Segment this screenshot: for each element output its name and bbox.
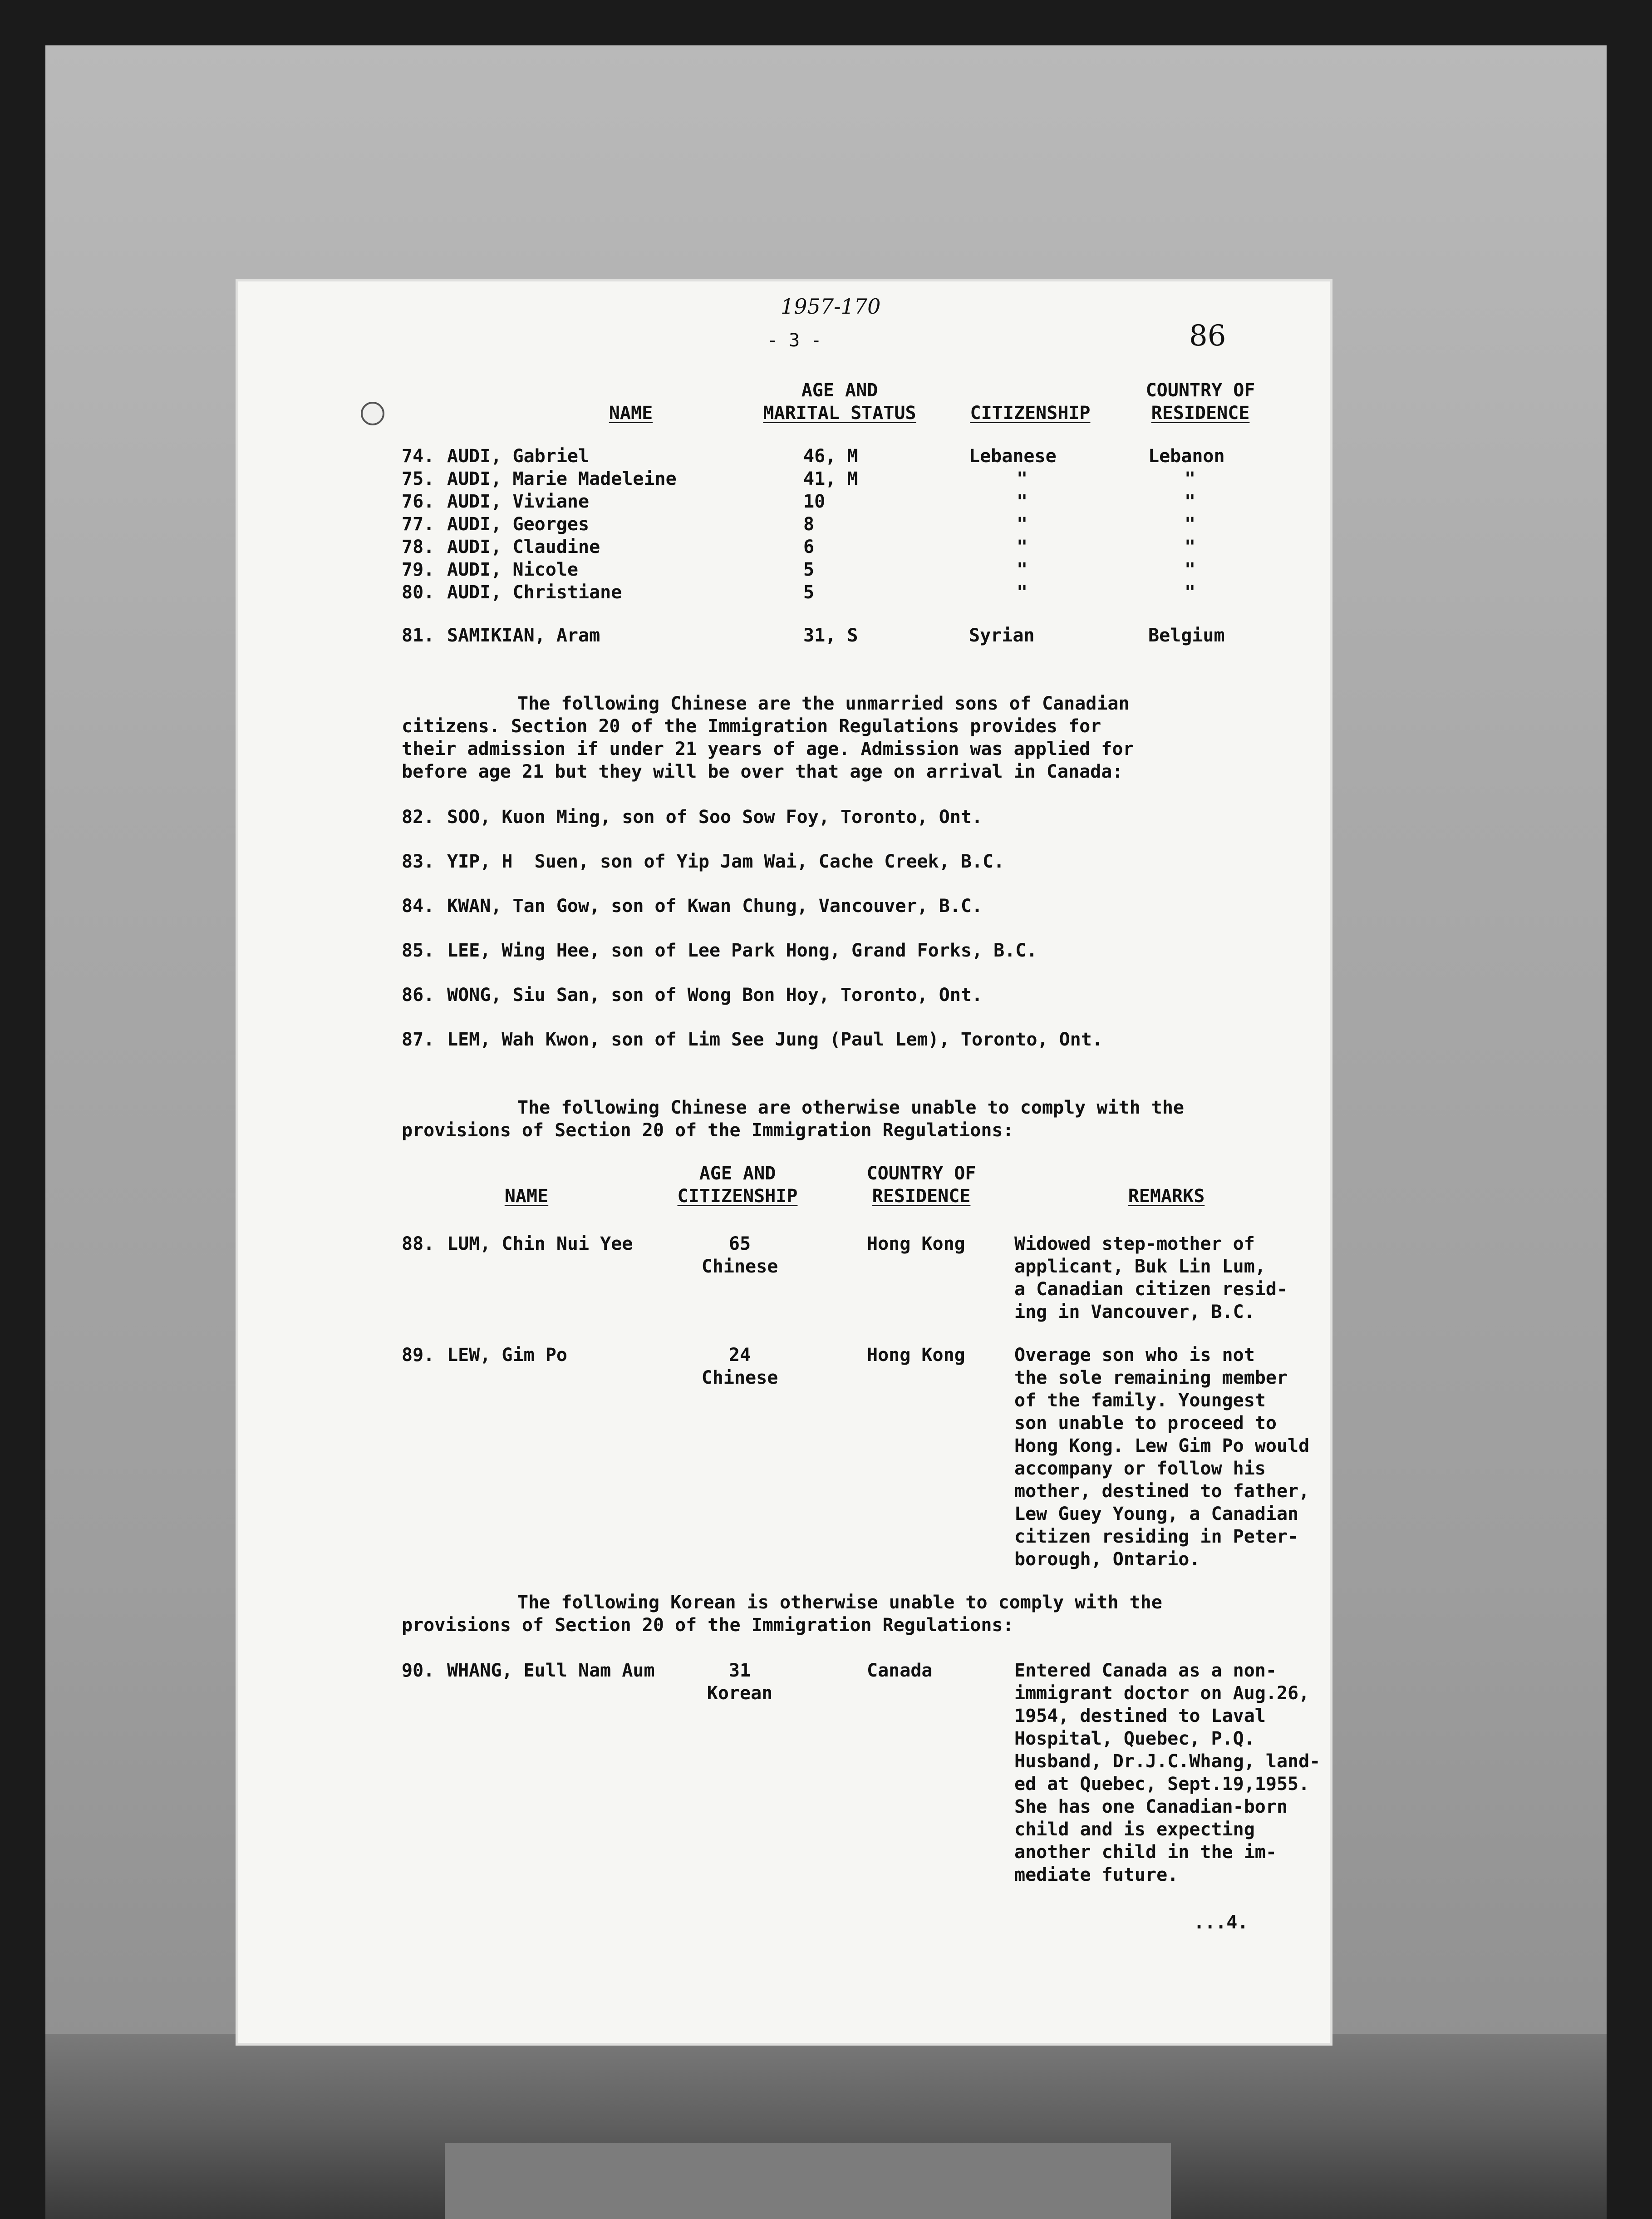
row-country: " (1185, 468, 1196, 489)
header-residence: RESIDENCE (872, 1186, 971, 1207)
list-item: KWAN, Tan Gow, son of Kwan Chung, Vancouver, B.C. (447, 896, 983, 917)
paragraph-korean: The following Korean is otherwise unable to comply with the provisions of Section 20 of the Immigration Regulations: (402, 1592, 1162, 1636)
row-country: Lebanon (1148, 446, 1225, 467)
row-citizenship: " (1017, 468, 1028, 489)
row-age: 5 (803, 582, 815, 603)
row-name: AUDI, Marie Madeleine (447, 468, 677, 489)
row-name: AUDI, Christiane (447, 582, 622, 603)
row-country: Hong Kong (867, 1233, 965, 1254)
row-citizenship: " (1017, 514, 1028, 535)
list-item-number: 87. (402, 1029, 435, 1050)
row-citizenship: " (1017, 537, 1028, 557)
row-citizenship: Lebanese (969, 446, 1057, 467)
header-age-line1: AGE AND (699, 1163, 776, 1184)
list-item: SOO, Kuon Ming, son of Soo Sow Foy, Toronto, Ont. (447, 807, 983, 828)
list-item-number: 82. (402, 807, 435, 828)
row-country: Hong Kong (867, 1345, 965, 1366)
row-country: " (1185, 582, 1196, 603)
row-age: 41, M (803, 468, 858, 489)
row-number: 76. (402, 491, 435, 512)
handwritten-reference: 1957-170 (781, 294, 881, 319)
punch-hole (361, 402, 384, 425)
header-marital-status: MARITAL STATUS (763, 403, 916, 424)
list-item: WONG, Siu San, son of Wong Bon Hoy, Toronto, Ont. (447, 985, 983, 1006)
header-country-line1: COUNTRY OF (1146, 380, 1255, 401)
paragraph-chinese-other: The following Chinese are otherwise unable to comply with the provisions of Section 20 of the Immigration Regulations: (402, 1097, 1185, 1141)
row-remarks: Overage son who is not the sole remaining member of the family. Youngest son unable to proceed to Hong Kong. Lew Gim Po would accompany or follow his mother, destined to father, Lew Guey Young, a Canadian citizen residing in Peter- borough, Ontario. (1014, 1345, 1310, 1570)
row-citizenship: Chinese (701, 1367, 778, 1388)
row-number: 74. (402, 446, 435, 467)
row-number: 75. (402, 468, 435, 489)
header-country-line1: COUNTRY OF (866, 1163, 976, 1184)
paragraph-unmarried-sons: The following Chinese are the unmarried sons of Canadian citizens. Section 20 of the Immigration Regulations provides for their admission if under 21 years of age. Admission was applied for before age 21 but they will be over that age on arrival in Canada: (402, 693, 1134, 782)
scan-bottom-tab (445, 2143, 1171, 2219)
continuation-marker: ...4. (1194, 1912, 1249, 1933)
row-country: " (1185, 514, 1196, 535)
row-number: 89. (402, 1345, 435, 1366)
row-country: " (1185, 537, 1196, 557)
list-item-number: 83. (402, 851, 435, 872)
row-citizenship: " (1017, 491, 1028, 512)
header-citizenship: CITIZENSHIP (677, 1186, 798, 1207)
row-age: 31 (728, 1660, 751, 1681)
row-number: 79. (402, 559, 435, 580)
page-marker: - 3 - (767, 330, 822, 351)
row-name: WHANG, Eull Nam Aum (447, 1660, 655, 1681)
row-name: AUDI, Claudine (447, 537, 600, 557)
row-number: 80. (402, 582, 435, 603)
list-item: LEM, Wah Kwon, son of Lim See Jung (Paul Lem), Toronto, Ont. (447, 1029, 1103, 1050)
row-name: SAMIKIAN, Aram (447, 625, 600, 646)
row-name: AUDI, Gabriel (447, 446, 590, 467)
row-name: AUDI, Georges (447, 514, 590, 535)
row-name: LUM, Chin Nui Yee (447, 1233, 633, 1254)
row-citizenship: " (1017, 582, 1028, 603)
row-age: 10 (803, 491, 826, 512)
row-number: 78. (402, 537, 435, 557)
row-age: 31, S (803, 625, 858, 646)
row-name: LEW, Gim Po (447, 1345, 567, 1366)
row-remarks: Widowed step-mother of applicant, Buk Lin Lum, a Canadian citizen resid- ing in Vancouver, B.C. (1014, 1233, 1288, 1322)
header-remarks: REMARKS (1128, 1186, 1205, 1207)
row-number: 77. (402, 514, 435, 535)
row-number: 81. (402, 625, 435, 646)
row-country: " (1185, 559, 1196, 580)
row-age: 8 (803, 514, 815, 535)
list-item-number: 84. (402, 896, 435, 917)
row-citizenship: " (1017, 559, 1028, 580)
row-citizenship: Korean (707, 1683, 773, 1704)
row-age: 65 (728, 1233, 751, 1254)
header-citizenship: CITIZENSHIP (970, 403, 1091, 424)
list-item-number: 85. (402, 940, 435, 961)
row-age: 46, M (803, 446, 858, 467)
row-number: 90. (402, 1660, 435, 1681)
header-age-line1: AGE AND (801, 380, 878, 401)
header-residence: RESIDENCE (1151, 403, 1250, 424)
list-item: YIP, H Suen, son of Yip Jam Wai, Cache Creek, B.C. (447, 851, 1005, 872)
row-remarks: Entered Canada as a non- immigrant doctor on Aug.26, 1954, destined to Laval Hospital, Quebec, P.Q. Husband, Dr.J.C.Whang, land- ed at Quebec, Sept.19,1955. She has one Canadian-born child and is expecting another child in the im- mediate future. (1014, 1660, 1321, 1885)
row-number: 88. (402, 1233, 435, 1254)
row-name: AUDI, Nicole (447, 559, 578, 580)
row-age: 6 (803, 537, 815, 557)
row-citizenship: Chinese (701, 1256, 778, 1277)
list-item: LEE, Wing Hee, son of Lee Park Hong, Grand Forks, B.C. (447, 940, 1037, 961)
row-country: " (1185, 491, 1196, 512)
row-name: AUDI, Viviane (447, 491, 590, 512)
row-country: Canada (867, 1660, 933, 1681)
header-name: NAME (504, 1186, 549, 1207)
header-name: NAME (609, 403, 653, 424)
row-age: 5 (803, 559, 815, 580)
row-citizenship: Syrian (969, 625, 1035, 646)
page-number: 86 (1189, 319, 1226, 353)
row-age: 24 (728, 1345, 751, 1366)
list-item-number: 86. (402, 985, 435, 1006)
row-country: Belgium (1148, 625, 1225, 646)
